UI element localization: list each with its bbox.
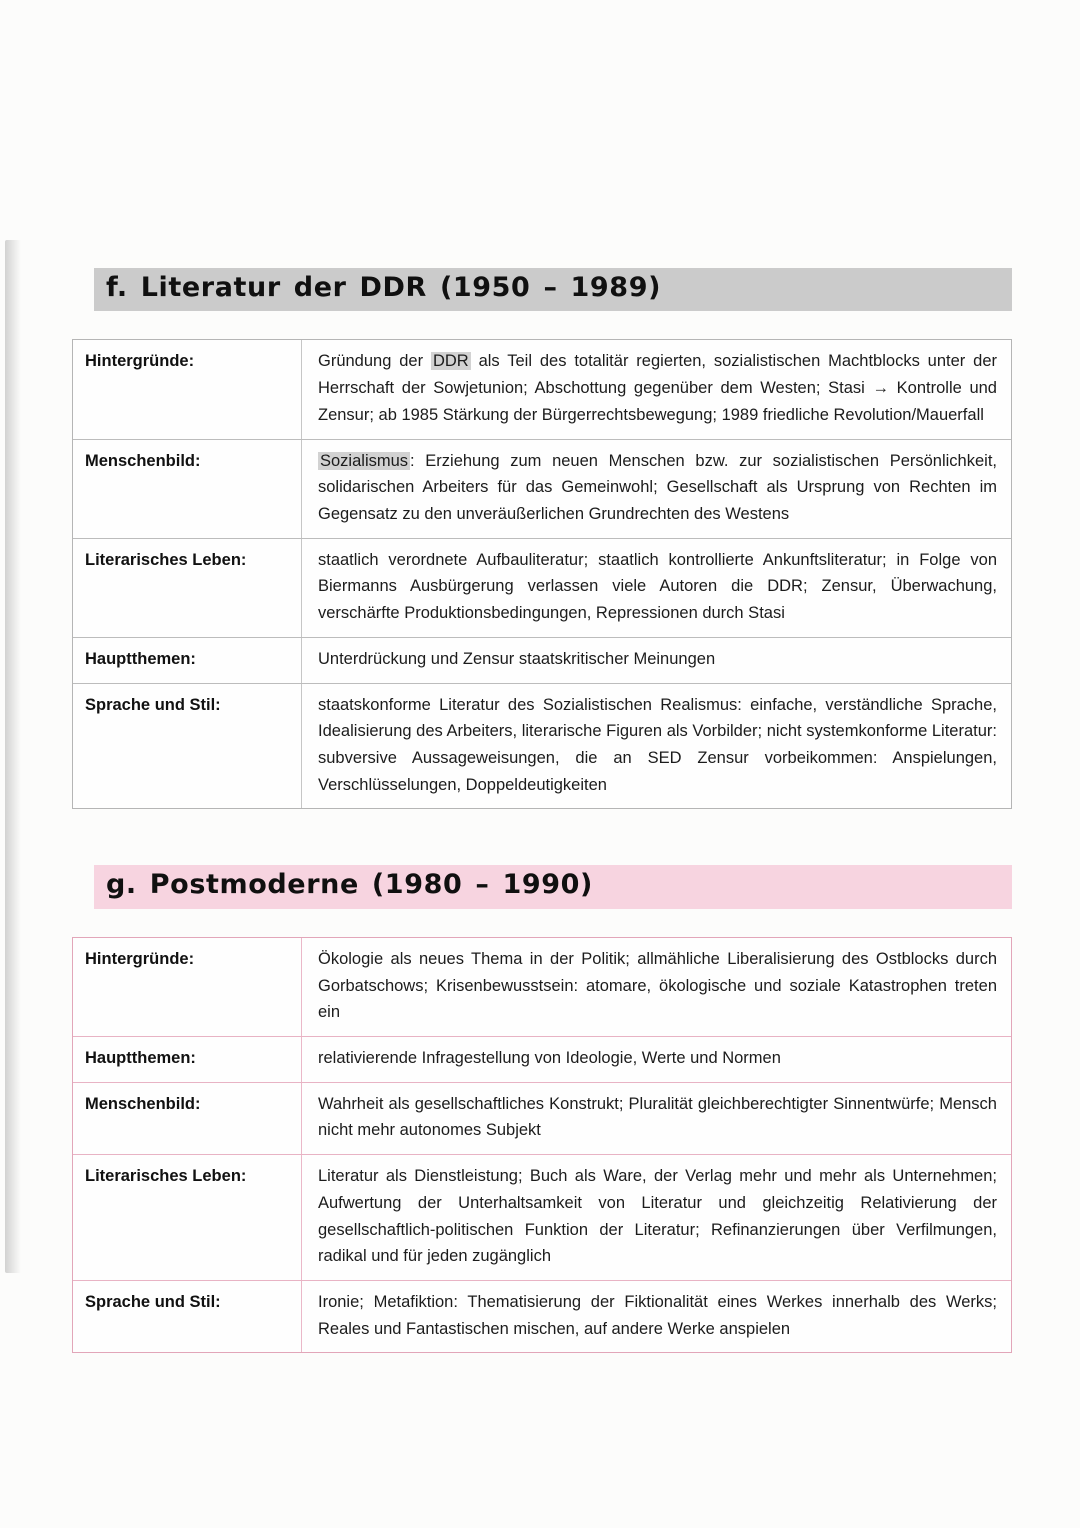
text-segment: Ökologie als neues Thema in der Politik; allmähliche Liberalisierung des Ostblocks durch Gorbatschows; Krisenbewusstsein: atomare, ökologische und soziale Katastrophen treten ein	[318, 949, 997, 1022]
row-text	[301, 638, 1011, 683]
text-segment: : Erziehung zum neuen Menschen bzw. zur sozialistischen Persönlichkeit, solidarischen Arbeiters für das Gemeinwohl; Gesellschaft als Ursprung von Rechten im Gegensatz zu den unveräußerlichen Grundrechten des Westens	[318, 451, 997, 523]
postmoderne-table	[72, 937, 1012, 1354]
row-label: Sprache und Stil:	[85, 695, 221, 714]
highlighted-term: Sozialismus	[320, 451, 409, 470]
section-postmoderne	[72, 865, 1012, 1353]
row-text	[301, 1155, 1011, 1280]
text-segment: relativierende Infragestellung von Ideologie, Werte und Normen	[318, 1049, 781, 1067]
row-text	[301, 1083, 1011, 1154]
table-row	[73, 683, 1011, 809]
text-segment: Gründung der	[318, 352, 431, 371]
highlighted-term: DDR	[432, 352, 469, 371]
row-text	[301, 539, 1011, 637]
text-segment: staatlich verordnete Aufbauliteratur; staatlich kontrollierte Ankunftsliteratur; in Folge von Biermanns Ausbürgerung verlassen viele Autoren die DDR; Zensur, Überwachung, verschärfte Produktionsbedingungen, Repressionen durch Stasi	[318, 550, 997, 623]
section-heading-postmoderne: g. Postmoderne (1980 – 1990)	[94, 865, 1012, 908]
row-label: Literarisches Leben:	[85, 550, 247, 569]
text-segment: Wahrheit als gesellschaftliches Konstrukt; Pluralität gleichberechtigter Sinnentwürfe; Mensch nicht mehr autonomes Subjekt	[318, 1094, 997, 1140]
row-label: Sprache und Stil:	[85, 1293, 221, 1312]
table-row	[73, 439, 1011, 538]
section-literatur-der-ddr	[72, 268, 1012, 809]
table-row	[73, 538, 1011, 637]
table-row	[73, 1154, 1011, 1280]
row-label: Hintergründe:	[85, 352, 195, 371]
text-segment: Unterdrückung und Zensur staatskritischer Meinungen	[318, 649, 716, 668]
row-text	[301, 938, 1011, 1036]
row-label: Hauptthemen:	[85, 649, 196, 668]
row-label: Menschenbild:	[85, 1094, 201, 1113]
section-heading-ddr: f. Literatur der DDR (1950 – 1989)	[94, 268, 1012, 311]
text-segment: Literatur als Dienstleistung; Buch als Ware, der Verlag mehr und mehr als Unternehmen; Aufwertung der Unterhaltsamkeit von Literatur und gleichzeitig Relativierung der gesellschaftlich-politischen Funktion der Literatur; Refinanzierungen über Verfilmungen, radikal und für jeden zugänglich	[318, 1167, 997, 1266]
text-segment: als Teil des totalitär regierten, sozialistischen Machtblocks unter der Herrschaft der Sowjetunion; Abschottung gegenüber dem Westen; Stasi → Kontrolle und Zensur; ab 1985 Stärkung der Bürgerrechtsbewegung; 1989 friedliche Revolution/Mauerfall	[318, 352, 998, 424]
row-text	[301, 340, 1011, 438]
row-label: Hauptthemen:	[85, 1049, 196, 1067]
row-text	[301, 1037, 1011, 1082]
text-segment: Ironie; Metafiktion: Thematisierung der Fiktionalität eines Werkes innerhalb des Werks; Reales und Fantastischen mischen, auf andere Werke anspielen	[318, 1293, 997, 1338]
row-label: Menschenbild:	[85, 451, 201, 470]
text-segment: staatskonforme Literatur des Sozialistischen Realismus: einfache, verständliche Sprache, Idealisierung des Arbeiters, literarische Figuren als Vorbilder; nicht systemkonforme Literatur: subversive Aussageweisungen, die an SED Zensur vorbeikommen: Anspielungen, Verschlüsselungen, Doppeldeutigkeiten	[318, 695, 997, 794]
row-text	[301, 1281, 1011, 1352]
table-row	[73, 1036, 1011, 1082]
table-row	[73, 637, 1011, 683]
row-text	[301, 684, 1011, 809]
table-row	[73, 1280, 1011, 1352]
table-row	[73, 938, 1011, 1036]
row-label: Hintergründe:	[85, 949, 195, 968]
row-label: Literarisches Leben:	[85, 1167, 247, 1186]
table-row	[73, 340, 1011, 438]
row-text	[301, 440, 1011, 538]
table-row	[73, 1082, 1011, 1154]
ddr-table	[72, 339, 1012, 809]
